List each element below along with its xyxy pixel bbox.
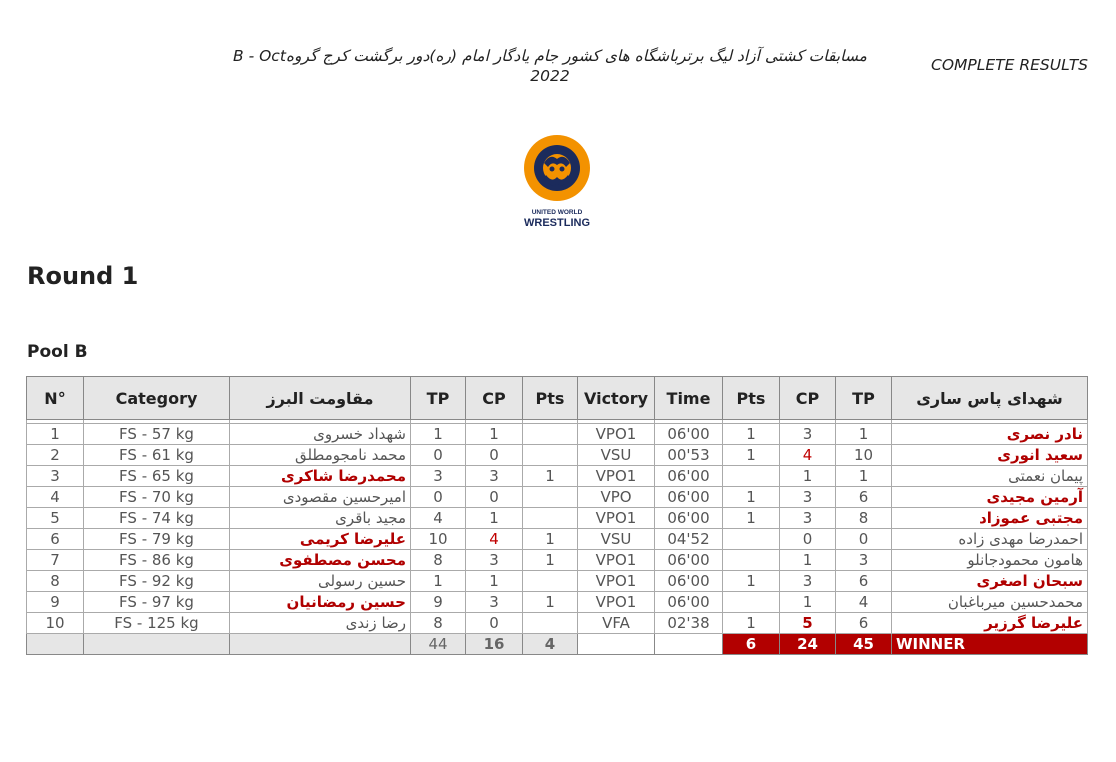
row-victory: VPO1: [578, 571, 655, 592]
row-no: 1: [27, 424, 84, 445]
row-pts-left: [523, 571, 578, 592]
row-cp-right: 3: [780, 424, 836, 445]
row-pts-right: 1: [723, 424, 780, 445]
row-cp-left: 3: [466, 466, 523, 487]
total-cp-right: 24: [780, 634, 836, 655]
row-cp-right: 3: [780, 487, 836, 508]
row-wrestler-left: حسین رمضانیان: [230, 592, 411, 613]
row-wrestler-left: محسن مصطفوی: [230, 550, 411, 571]
row-tp-right: 0: [836, 529, 892, 550]
total-cp-left: 16: [466, 634, 523, 655]
competition-title-line1: مسابقات کشتی آزاد لیگ برترباشگاه های کشور جام یادگار امام (ره)دور برگشت کرج گروهB - Oct: [233, 47, 867, 65]
total-tp-right: 45: [836, 634, 892, 655]
row-pts-right: [723, 466, 780, 487]
row-victory: VFA: [578, 613, 655, 634]
total-pts-right: 6: [723, 634, 780, 655]
row-cp-right: 5: [780, 613, 836, 634]
row-wrestler-right: محمدحسین میرباغبان: [892, 592, 1088, 613]
row-cp-right: 4: [780, 445, 836, 466]
row-pts-left: 1: [523, 466, 578, 487]
row-cp-left: 1: [466, 424, 523, 445]
row-wrestler-right: مجتبی عموزاد: [892, 508, 1088, 529]
row-victory: VPO1: [578, 466, 655, 487]
row-cp-right: 0: [780, 529, 836, 550]
row-time: 06'00: [655, 466, 723, 487]
row-no: 10: [27, 613, 84, 634]
row-no: 2: [27, 445, 84, 466]
table-row: [27, 592, 1088, 613]
row-wrestler-right: هامون محمودجانلو: [892, 550, 1088, 571]
logo-line2: WRESTLING: [524, 217, 590, 229]
row-cp-right: 3: [780, 571, 836, 592]
row-time: 06'00: [655, 424, 723, 445]
row-time: 06'00: [655, 550, 723, 571]
row-tp-right: 10: [836, 445, 892, 466]
row-victory: VSU: [578, 445, 655, 466]
row-tp-right: 6: [836, 487, 892, 508]
row-wrestler-right: سعید انوری: [892, 445, 1088, 466]
row-wrestler-right: نادر نصری: [892, 424, 1088, 445]
row-wrestler-left: محمدرضا شاکری: [230, 466, 411, 487]
row-pts-left: [523, 613, 578, 634]
winner-badge: WINNER: [892, 634, 1088, 655]
row-tp-left: 8: [411, 550, 466, 571]
row-wrestler-left: رضا زندی: [230, 613, 411, 634]
row-wrestler-right: آرمین مجیدی: [892, 487, 1088, 508]
row-cp-left: 4: [466, 529, 523, 550]
col-no: N°: [27, 377, 84, 420]
table-row: [27, 613, 1088, 634]
row-wrestler-right: سبحان اصغری: [892, 571, 1088, 592]
row-pts-left: [523, 508, 578, 529]
row-tp-right: 6: [836, 613, 892, 634]
row-category: FS - 97 kg: [84, 592, 230, 613]
totals-empty-2: [84, 634, 230, 655]
row-tp-right: 6: [836, 571, 892, 592]
row-time: 04'52: [655, 529, 723, 550]
row-cp-left: 1: [466, 508, 523, 529]
row-tp-left: 1: [411, 424, 466, 445]
row-wrestler-left: امیرحسین مقصودی: [230, 487, 411, 508]
row-pts-left: [523, 424, 578, 445]
row-pts-right: [723, 529, 780, 550]
row-tp-left: 10: [411, 529, 466, 550]
row-cp-right: 1: [780, 466, 836, 487]
row-category: FS - 92 kg: [84, 571, 230, 592]
table-row: [27, 445, 1088, 466]
table-row: [27, 508, 1088, 529]
col-category: Category: [84, 377, 230, 420]
row-cp-right: 3: [780, 508, 836, 529]
results-table: [26, 376, 1088, 655]
col-cp-right: CP: [780, 377, 836, 420]
row-victory: VPO1: [578, 424, 655, 445]
competition-title-line2: 2022: [530, 67, 570, 85]
row-no: 3: [27, 466, 84, 487]
row-wrestler-right: پیمان نعمتی: [892, 466, 1088, 487]
row-no: 5: [27, 508, 84, 529]
row-pts-right: 1: [723, 571, 780, 592]
row-pts-right: [723, 592, 780, 613]
complete-results-label: COMPLETE RESULTS: [931, 56, 1088, 74]
row-category: FS - 70 kg: [84, 487, 230, 508]
row-pts-right: 1: [723, 508, 780, 529]
col-team-right: شهدای پاس ساری: [892, 377, 1088, 420]
row-tp-left: 0: [411, 487, 466, 508]
row-category: FS - 57 kg: [84, 424, 230, 445]
row-victory: VPO1: [578, 508, 655, 529]
row-tp-left: 1: [411, 571, 466, 592]
row-wrestler-right: احمدرضا مهدی زاده: [892, 529, 1088, 550]
row-time: 00'53: [655, 445, 723, 466]
uww-logo: [522, 133, 592, 233]
row-category: FS - 86 kg: [84, 550, 230, 571]
row-pts-left: 1: [523, 529, 578, 550]
row-wrestler-left: علیرضا کریمی: [230, 529, 411, 550]
row-cp-right: 1: [780, 592, 836, 613]
row-no: 8: [27, 571, 84, 592]
row-time: 06'00: [655, 592, 723, 613]
totals-empty-time: [655, 634, 723, 655]
row-cp-left: 0: [466, 445, 523, 466]
total-pts-left: 4: [523, 634, 578, 655]
round-heading: Round 1: [27, 262, 139, 290]
row-tp-left: 4: [411, 508, 466, 529]
total-tp-left: 44: [411, 634, 466, 655]
col-tp-left: TP: [411, 377, 466, 420]
row-pts-right: [723, 550, 780, 571]
table-row: [27, 529, 1088, 550]
row-pts-right: 1: [723, 487, 780, 508]
row-tp-right: 1: [836, 424, 892, 445]
row-no: 9: [27, 592, 84, 613]
row-category: FS - 61 kg: [84, 445, 230, 466]
row-wrestler-left: حسین رسولی: [230, 571, 411, 592]
row-category: FS - 125 kg: [84, 613, 230, 634]
row-tp-right: 3: [836, 550, 892, 571]
col-time: Time: [655, 377, 723, 420]
row-tp-right: 1: [836, 466, 892, 487]
col-pts-left: Pts: [523, 377, 578, 420]
row-time: 06'00: [655, 571, 723, 592]
row-cp-left: 0: [466, 613, 523, 634]
col-tp-right: TP: [836, 377, 892, 420]
table-row: [27, 487, 1088, 508]
row-pts-left: 1: [523, 550, 578, 571]
table-row: [27, 424, 1088, 445]
col-team-left: مقاومت البرز: [230, 377, 411, 420]
row-wrestler-left: مجید باقری: [230, 508, 411, 529]
row-cp-left: 0: [466, 487, 523, 508]
uww-logo-icon: [522, 133, 592, 233]
row-tp-left: 0: [411, 445, 466, 466]
row-no: 7: [27, 550, 84, 571]
row-wrestler-left: شهداد خسروی: [230, 424, 411, 445]
table-row: [27, 550, 1088, 571]
row-tp-right: 4: [836, 592, 892, 613]
row-pts-left: 1: [523, 592, 578, 613]
row-pts-left: [523, 487, 578, 508]
competition-title: [200, 46, 900, 86]
row-victory: VPO1: [578, 550, 655, 571]
row-tp-right: 8: [836, 508, 892, 529]
row-victory: VSU: [578, 529, 655, 550]
table-header-row: [27, 377, 1088, 420]
row-cp-left: 3: [466, 592, 523, 613]
row-cp-left: 1: [466, 571, 523, 592]
row-pts-right: 1: [723, 613, 780, 634]
row-tp-left: 9: [411, 592, 466, 613]
logo-line1: UNITED WORLD: [531, 209, 583, 216]
col-victory: Victory: [578, 377, 655, 420]
table-row: [27, 466, 1088, 487]
row-victory: VPO: [578, 487, 655, 508]
row-time: 02'38: [655, 613, 723, 634]
totals-empty-3: [230, 634, 411, 655]
row-victory: VPO1: [578, 592, 655, 613]
row-wrestler-left: محمد نامجومطلق: [230, 445, 411, 466]
row-cp-right: 1: [780, 550, 836, 571]
row-category: FS - 79 kg: [84, 529, 230, 550]
table-row: [27, 571, 1088, 592]
row-pts-left: [523, 445, 578, 466]
totals-empty-1: [27, 634, 84, 655]
row-wrestler-right: علیرضا گرزیر: [892, 613, 1088, 634]
row-tp-left: 3: [411, 466, 466, 487]
col-pts-right: Pts: [723, 377, 780, 420]
row-no: 6: [27, 529, 84, 550]
pool-heading: Pool B: [27, 342, 88, 362]
row-time: 06'00: [655, 508, 723, 529]
row-pts-right: 1: [723, 445, 780, 466]
col-cp-left: CP: [466, 377, 523, 420]
totals-row: [27, 634, 1088, 655]
row-category: FS - 74 kg: [84, 508, 230, 529]
row-tp-left: 8: [411, 613, 466, 634]
row-category: FS - 65 kg: [84, 466, 230, 487]
totals-empty-victory: [578, 634, 655, 655]
row-no: 4: [27, 487, 84, 508]
row-time: 06'00: [655, 487, 723, 508]
row-cp-left: 3: [466, 550, 523, 571]
